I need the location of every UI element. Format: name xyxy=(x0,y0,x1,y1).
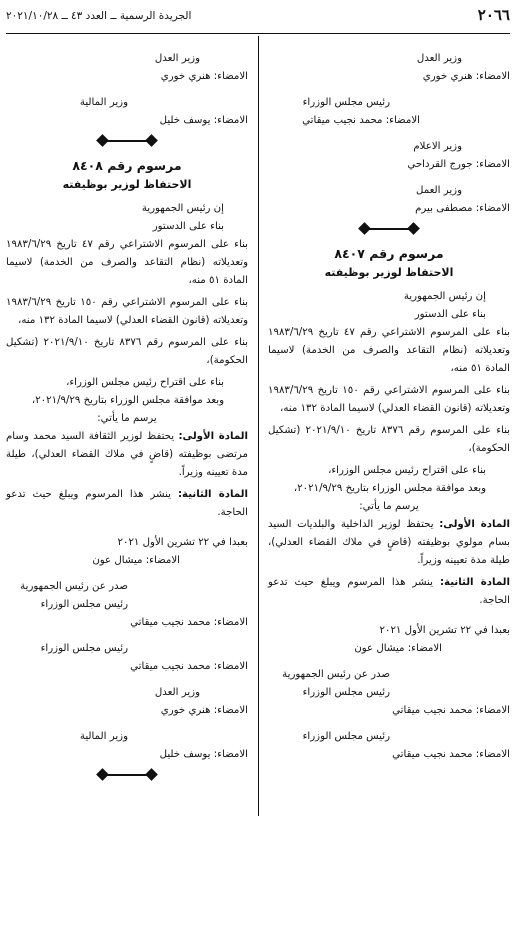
decree-title: مرسوم رقم ٨٤٠٧ xyxy=(334,246,444,261)
decree-paragraph: بناء على المرسوم الاشتراعي رقم ٤٧ تاريخ ١٩٨٣/٦/٢٩ وتعديلاته (نظام التقاعد والصرف من الخدمة) لاسيما المادة ٥١ منه، xyxy=(6,239,248,286)
signature-line: الامضاء: محمد نجيب ميقاتي xyxy=(392,705,510,716)
minister-title: وزير العدل xyxy=(154,687,200,698)
minister-title: رئيس مجلس الوزراء xyxy=(302,731,390,742)
article-label: المادة الثانية: xyxy=(439,577,510,588)
minister-title: وزير الاعلام xyxy=(413,141,462,152)
decree-date: بعبدا في ٢٢ تشرين الأول ٢٠٢١ xyxy=(379,625,510,636)
minister-title: رئيس مجلس الوزراء xyxy=(302,97,390,108)
signature-line: الامضاء: محمد نجيب ميقاتي xyxy=(130,661,248,672)
page-number: ٢٠٦٦ xyxy=(477,6,510,24)
minister-title: رئيس مجلس الوزراء xyxy=(40,643,128,654)
minister-title: وزير العمل xyxy=(416,185,462,196)
decree-paragraph: بناء على المرسوم الاشتراعي رقم ٤٧ تاريخ ١٩٨٣/٦/٢٩ وتعديلاته (نظام التقاعد والصرف من الخدمة) لاسيما المادة ٥١ منه، xyxy=(268,327,510,374)
article-2 xyxy=(6,486,248,522)
article-label: المادة الثانية: xyxy=(177,489,248,500)
decree-subtitle: الاحتفاظ لوزير بوظيفته xyxy=(62,178,192,191)
minister-title: وزير المالية xyxy=(79,731,128,742)
minister-title: وزير العدل xyxy=(154,53,200,64)
decree-text: وبعد موافقة مجلس الوزراء بتاريخ ٢٠٢١/٩/٢٩، xyxy=(293,483,486,494)
decree-paragraph: بناء على المرسوم رقم ٨٣٧٦ تاريخ ٢٠٢١/٩/١٠ (تشكيل الحكومة)، xyxy=(6,337,249,366)
article-text: يحتفظ لوزير الداخلية والبلديات السيد بسام مولوي بوظيفته (قاضٍ في ملاك القضاء العدلي)، طيلة مدة تعيينه وزيراً. xyxy=(268,519,510,566)
signature-line: الامضاء: هنري خوري xyxy=(422,71,510,82)
decree-date: بعبدا في ٢٢ تشرين الأول ٢٠٢١ xyxy=(117,537,248,548)
issued-by: صدر عن رئيس الجمهورية xyxy=(20,581,128,592)
minister-title: وزير المالية xyxy=(79,97,128,108)
decree-text: وبعد موافقة مجلس الوزراء بتاريخ ٢٠٢١/٩/٢٩، xyxy=(31,395,224,406)
signature-line: الامضاء: يوسف خليل xyxy=(159,115,248,126)
minister-title: رئيس مجلس الوزراء xyxy=(302,687,390,698)
section-separator xyxy=(268,222,510,236)
signature-line: الامضاء: ميشال عون xyxy=(354,643,442,654)
article-text: ينشر هذا المرسوم ويبلغ حيث تدعو الحاجة. xyxy=(268,577,510,606)
signature-line: الامضاء: يوسف خليل xyxy=(159,749,248,760)
signature-line: الامضاء: ميشال عون xyxy=(92,555,180,566)
minister-title: رئيس مجلس الوزراء xyxy=(40,599,128,610)
section-separator xyxy=(6,768,248,782)
article-text: ينشر هذا المرسوم ويبلغ حيث تدعو الحاجة. xyxy=(6,489,248,518)
page-header xyxy=(6,8,510,30)
signature-line: الامضاء: مصطفى بيرم xyxy=(415,203,510,214)
signature-line: الامضاء: جورج القرداحي xyxy=(407,159,510,170)
decree-paragraph: بناء على المرسوم الاشتراعي رقم ١٥٠ تاريخ ١٩٨٣/٦/٢٩ وتعديلاته (قانون القضاء العدلي) لاسيما المادة ١٣٢ منه، xyxy=(268,385,510,414)
article-label: المادة الأولى: xyxy=(439,519,510,530)
decree-title: مرسوم رقم ٨٤٠٨ xyxy=(72,158,182,173)
decree-text: بناء على اقتراح رئيس مجلس الوزراء، xyxy=(328,465,486,476)
decree-text: بناء على اقتراح رئيس مجلس الوزراء، xyxy=(66,377,224,388)
article-label: المادة الأولى: xyxy=(178,431,248,442)
column-divider xyxy=(258,36,259,816)
article-1 xyxy=(268,516,510,570)
left-column xyxy=(6,50,248,790)
signature-line: الامضاء: هنري خوري xyxy=(160,705,248,716)
running-head: الجريدة الرسمية ــ العدد ٤٣ ــ ٢٠٢١/١٠/٢٨ xyxy=(6,10,192,22)
decree-paragraph: بناء على المرسوم رقم ٨٣٧٦ تاريخ ٢٠٢١/٩/١٠ (تشكيل الحكومة)، xyxy=(268,425,511,454)
signature-line: الامضاء: محمد نجيب ميقاتي xyxy=(130,617,248,628)
decree-text: إن رئيس الجمهورية xyxy=(403,291,486,302)
decree-text: بناء على الدستور xyxy=(414,309,486,320)
article-text: يحتفظ لوزير الثقافة السيد محمد وسام مرتضى بوظيفته (قاضٍ في ملاك القضاء العدلي)، طيلة مدة تعيينه وزيراً. xyxy=(6,431,248,478)
decree-text: بناء على الدستور xyxy=(152,221,224,232)
decree-text: يرسم ما يأتي: xyxy=(97,413,157,424)
article-1 xyxy=(6,428,248,482)
issued-by: صدر عن رئيس الجمهورية xyxy=(282,669,390,680)
decree-paragraph: بناء على المرسوم الاشتراعي رقم ١٥٠ تاريخ ١٩٨٣/٦/٢٩ وتعديلاته (قانون القضاء العدلي) لاسيما المادة ١٣٢ منه، xyxy=(6,297,248,326)
decree-text: يرسم ما يأتي: xyxy=(359,501,419,512)
right-column xyxy=(268,50,510,764)
decree-subtitle: الاحتفاظ لوزير بوظيفته xyxy=(324,266,454,279)
signature-line: الامضاء: هنري خوري xyxy=(160,71,248,82)
article-2 xyxy=(268,574,510,610)
section-separator xyxy=(6,134,248,148)
decree-text: إن رئيس الجمهورية xyxy=(141,203,224,214)
signature-line: الامضاء: محمد نجيب ميقاتي xyxy=(392,749,510,760)
minister-title: وزير العدل xyxy=(416,53,462,64)
signature-line: الامضاء: محمد نجيب ميقاتي xyxy=(302,115,420,126)
header-rule xyxy=(6,33,510,34)
